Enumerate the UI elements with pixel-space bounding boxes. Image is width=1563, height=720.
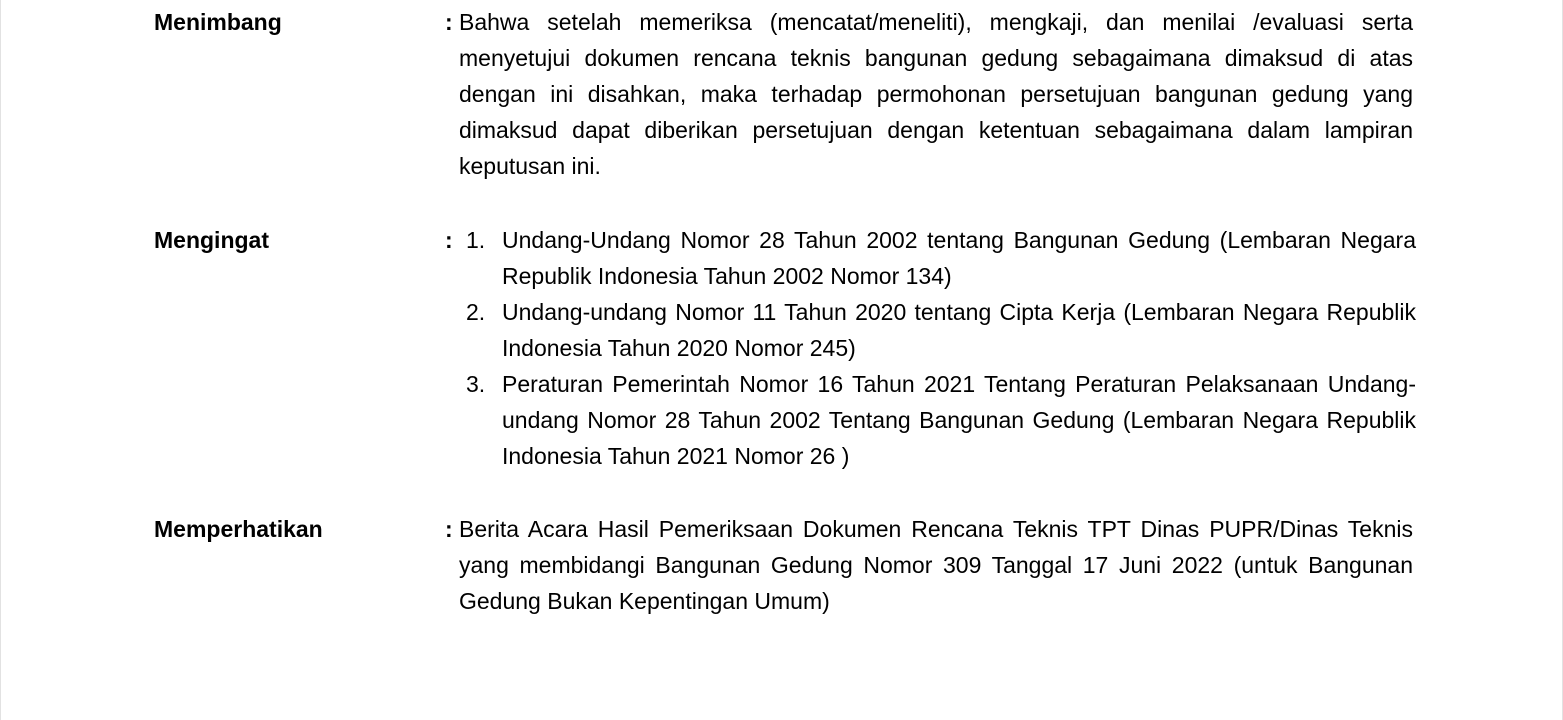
menimbang-label: Menimbang [154, 9, 282, 35]
list-item [459, 294, 1416, 366]
mengingat-label: Mengingat [154, 227, 269, 253]
memperhatikan-colon: : [445, 516, 453, 542]
list-item [459, 366, 1416, 474]
list-item [459, 222, 1416, 294]
menimbang-colon: : [445, 9, 453, 35]
list-item-number: 3. [466, 371, 486, 397]
list-item-number: 1. [466, 227, 486, 253]
memperhatikan-text: Berita Acara Hasil Pemeriksaan Dokumen Rencana Teknis TPT Dinas PUPR/Dinas Teknis yang membidangi Bangunan Gedung Nomor 309 Tanggal 17 Juni 2022 (untuk Bangunan Gedung Bukan Kepentingan Umum) [459, 516, 1413, 614]
list-item-text: Undang-undang Nomor 11 Tahun 2020 tentang Cipta Kerja (Lembaran Negara Republik Indonesia Tahun 2020 Nomor 245) [502, 299, 1416, 361]
mengingat-colon: : [445, 227, 453, 253]
list-item-text: Undang-Undang Nomor 28 Tahun 2002 tentang Bangunan Gedung (Lembaran Negara Republik Indonesia Tahun 2002 Nomor 134) [502, 227, 1416, 289]
list-item-text: Peraturan Pemerintah Nomor 16 Tahun 2021 Tentang Peraturan Pelaksanaan Undang-undang Nomor 28 Tahun 2002 Tentang Bangunan Gedung (Lembaran Negara Republik Indonesia Tahun 2021 Nomor 26 ) [502, 371, 1416, 469]
memperhatikan-label: Memperhatikan [154, 516, 323, 542]
list-item-number: 2. [466, 299, 486, 325]
mengingat-list [459, 222, 1416, 474]
menimbang-text: Bahwa setelah memeriksa (mencatat/meneliti), mengkaji, dan menilai /evaluasi serta menyetujui dokumen rencana teknis bangunan gedung sebagaimana dimaksud di atas dengan ini disahkan, maka terhadap permohonan persetujuan bangunan gedung yang dimaksud dapat diberikan persetujuan dengan ketentuan sebagaimana dalam lampiran keputusan ini. [459, 9, 1413, 179]
